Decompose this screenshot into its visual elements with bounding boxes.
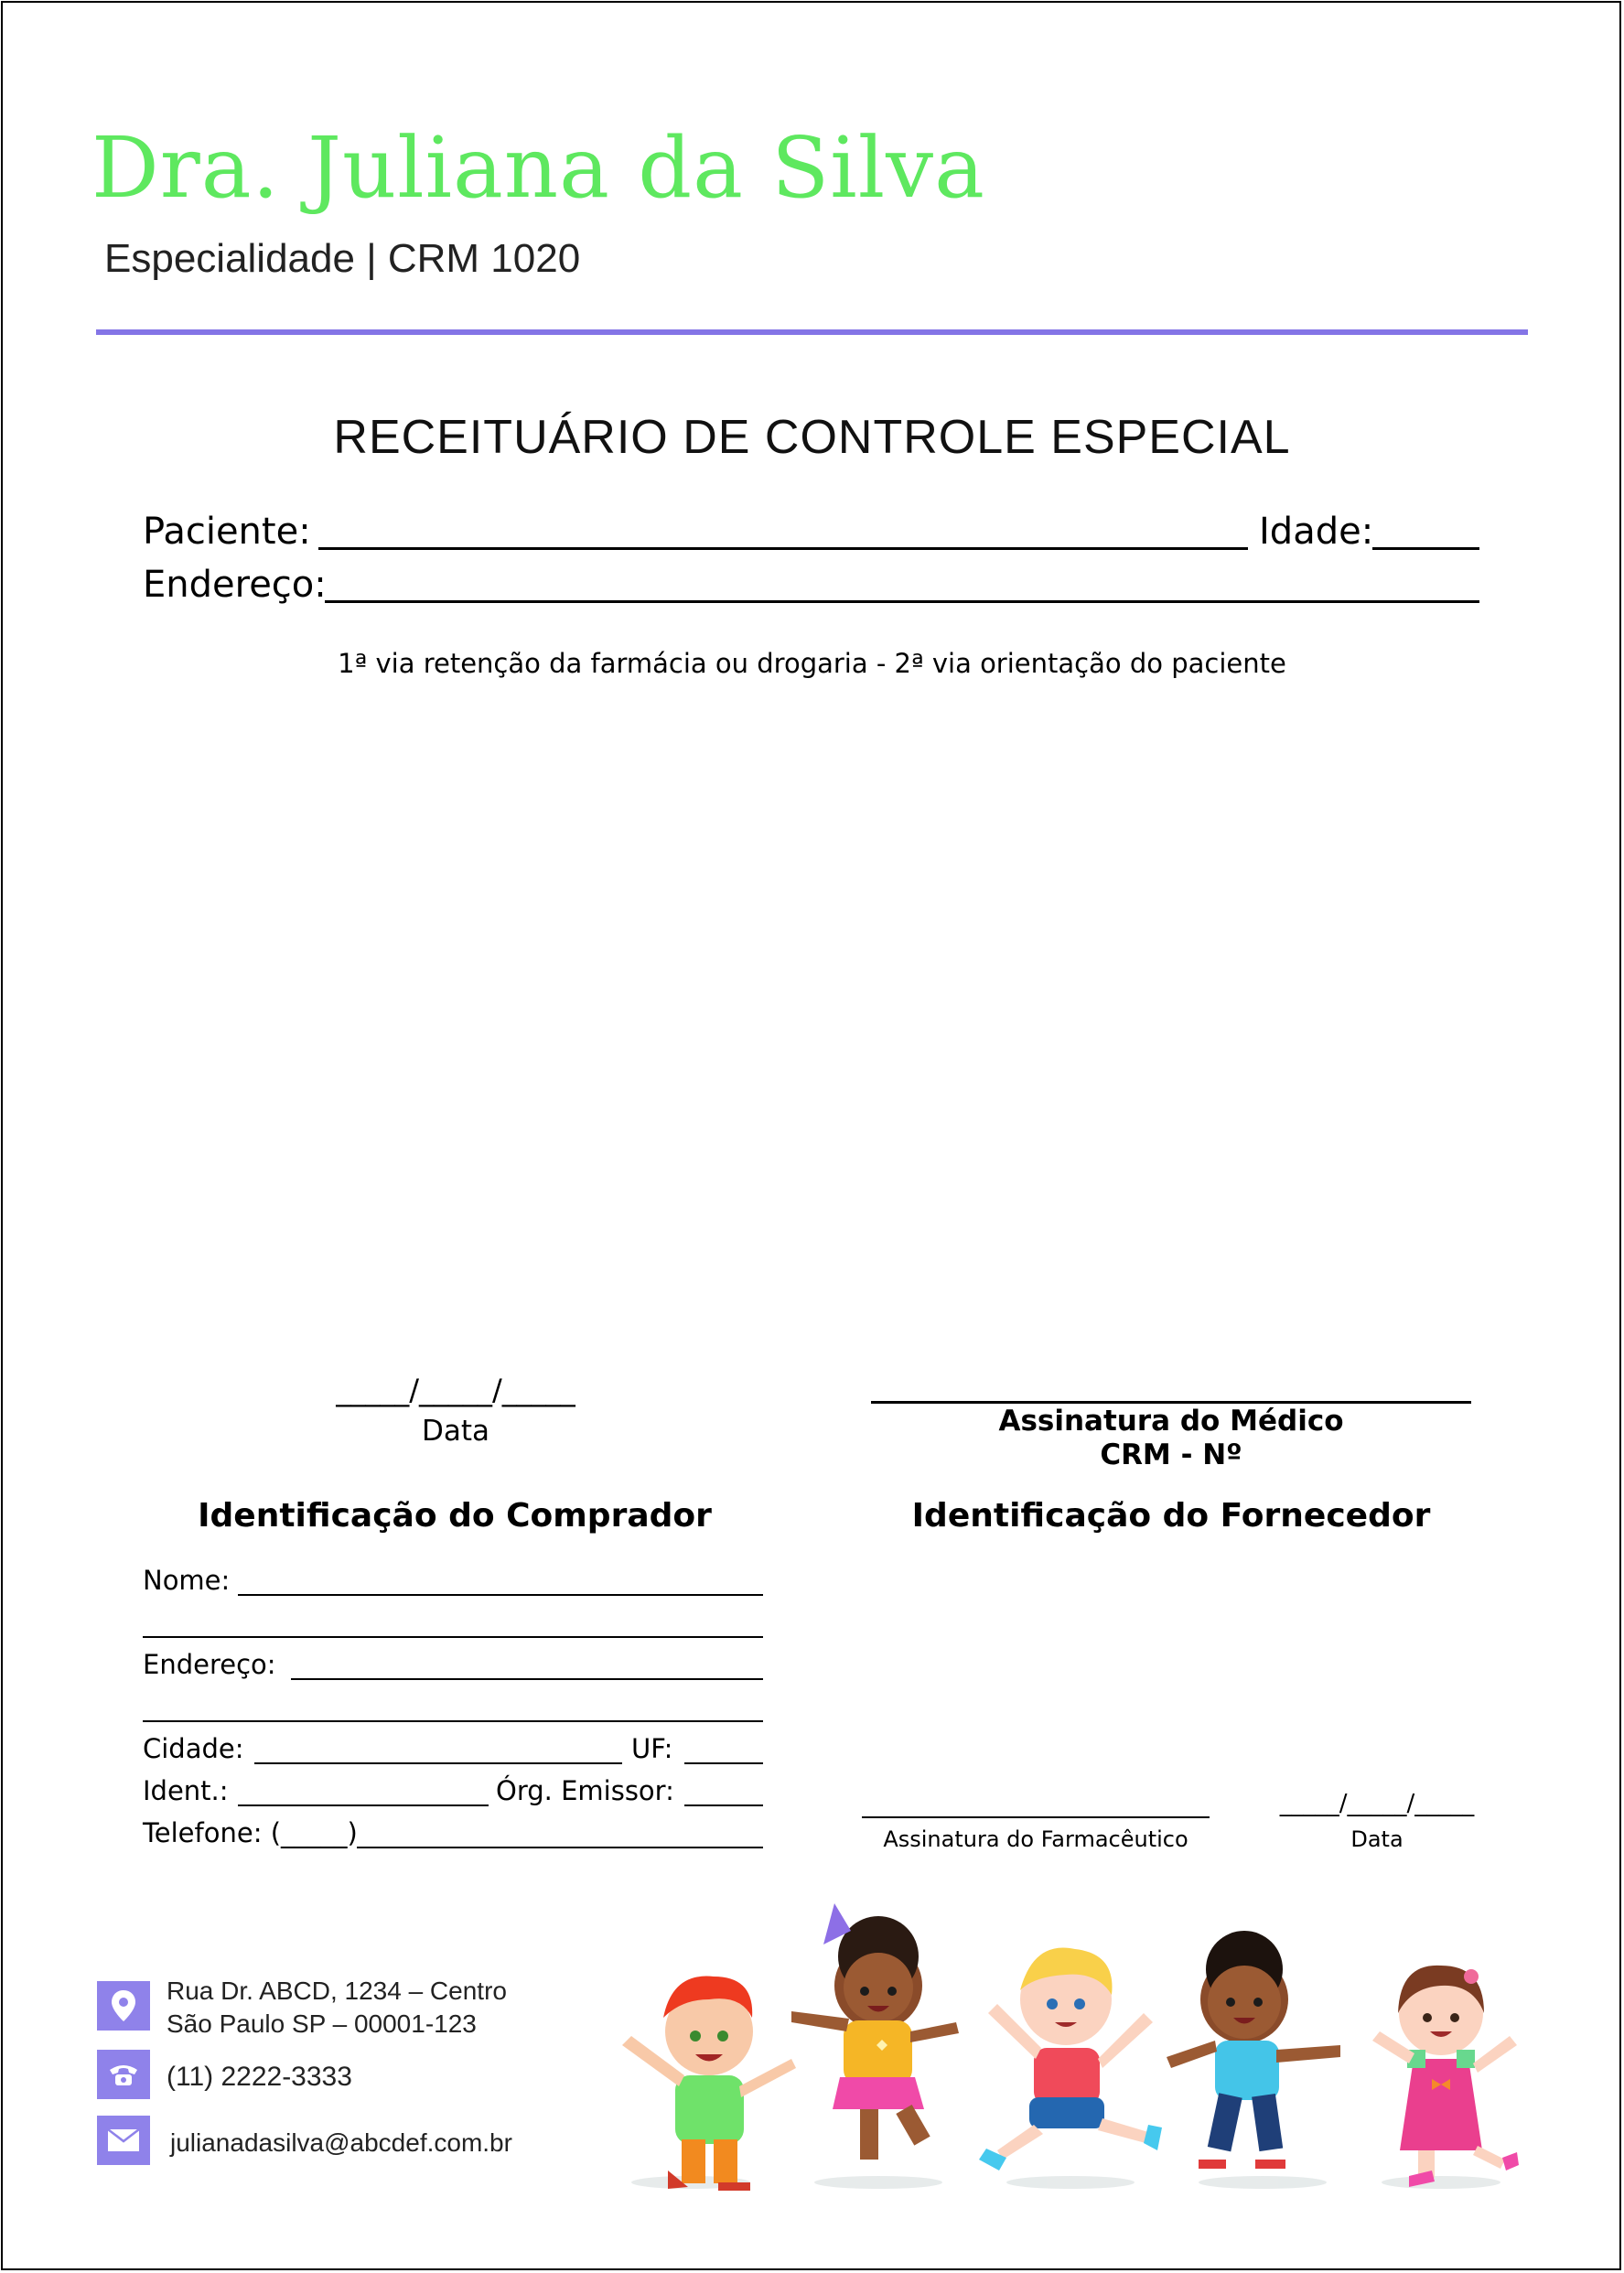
crm-number-label: CRM - Nº <box>1100 1438 1242 1471</box>
prescription-area[interactable] <box>143 714 1479 1354</box>
buyer-uf-field[interactable] <box>684 1762 763 1764</box>
specialty-crm: Especialidade | CRM 1020 <box>104 236 581 281</box>
kid-2 <box>791 1903 959 2160</box>
patient-field[interactable] <box>318 547 1248 550</box>
age-label: Idade: <box>1259 511 1374 553</box>
buyer-ident-label: Ident.: <box>143 1775 229 1806</box>
address-line-1: Rua Dr. ABCD, 1234 – Centro <box>167 1977 507 2005</box>
pharmacist-signature-label: Assinatura do Farmacêutico <box>883 1826 1188 1852</box>
buyer-address-field-2[interactable] <box>143 1720 763 1722</box>
address-field[interactable] <box>325 600 1479 603</box>
buyer-heading: Identificação do Comprador <box>198 1497 712 1535</box>
kid-5 <box>1372 1966 1519 2187</box>
pharmacist-signature-line[interactable] <box>862 1816 1210 1818</box>
supplier-area[interactable] <box>871 1556 1471 1775</box>
patient-label: Paciente: <box>143 511 311 553</box>
form-title: RECEITUÁRIO DE CONTROLE ESPECIAL <box>333 411 1291 464</box>
address-label: Endereço: <box>143 564 327 606</box>
kid-3 <box>979 1947 1162 2171</box>
buyer-issuer-field[interactable] <box>684 1804 763 1806</box>
location-pin-icon <box>97 1981 150 2031</box>
buyer-phone-label: Telefone: (_____) <box>143 1817 358 1848</box>
buyer-uf-label: UF: <box>631 1733 673 1764</box>
copies-note: 1ª via retenção da farmácia ou drogaria - 2ª via orientação do paciente <box>338 648 1286 679</box>
kids-illustration <box>604 1885 1546 2196</box>
buyer-address-label: Endereço: <box>143 1649 276 1680</box>
buyer-city-field[interactable] <box>254 1762 622 1764</box>
doctor-signature-label: Assinatura do Médico <box>998 1405 1344 1438</box>
email-address: julianadasilva@abcdef.com.br <box>170 2128 512 2157</box>
doctor-signature-line[interactable] <box>871 1401 1471 1404</box>
address-line-2: São Paulo SP – 00001-123 <box>167 2009 477 2038</box>
buyer-name-field[interactable] <box>238 1594 763 1596</box>
kid-4 <box>1167 1931 1340 2169</box>
supplier-heading: Identificação do Fornecedor <box>911 1497 1431 1535</box>
phone-icon <box>97 2050 150 2099</box>
header-divider <box>96 329 1528 335</box>
buyer-name-field-2[interactable] <box>143 1636 763 1638</box>
buyer-city-label: Cidade: <box>143 1733 244 1764</box>
mail-icon <box>97 2116 150 2165</box>
buyer-ident-field[interactable] <box>238 1804 489 1806</box>
kid-1 <box>622 1977 796 2191</box>
phone-number: (11) 2222-3333 <box>167 2062 352 2092</box>
date-blank[interactable]: _____/_____/_____ <box>336 1373 575 1407</box>
age-field[interactable] <box>1372 547 1479 550</box>
buyer-address-field[interactable] <box>291 1678 763 1680</box>
buyer-name-label: Nome: <box>143 1565 231 1596</box>
supplier-date-label: Data <box>1350 1826 1404 1852</box>
buyer-issuer-label: Órg. Emissor: <box>496 1775 674 1806</box>
doctor-name: Dra. Juliana da Silva <box>91 119 985 217</box>
buyer-phone-field[interactable] <box>357 1847 763 1848</box>
date-label: Data <box>421 1415 490 1448</box>
supplier-date-blank[interactable]: _____/_____/_____ <box>1279 1790 1475 1817</box>
